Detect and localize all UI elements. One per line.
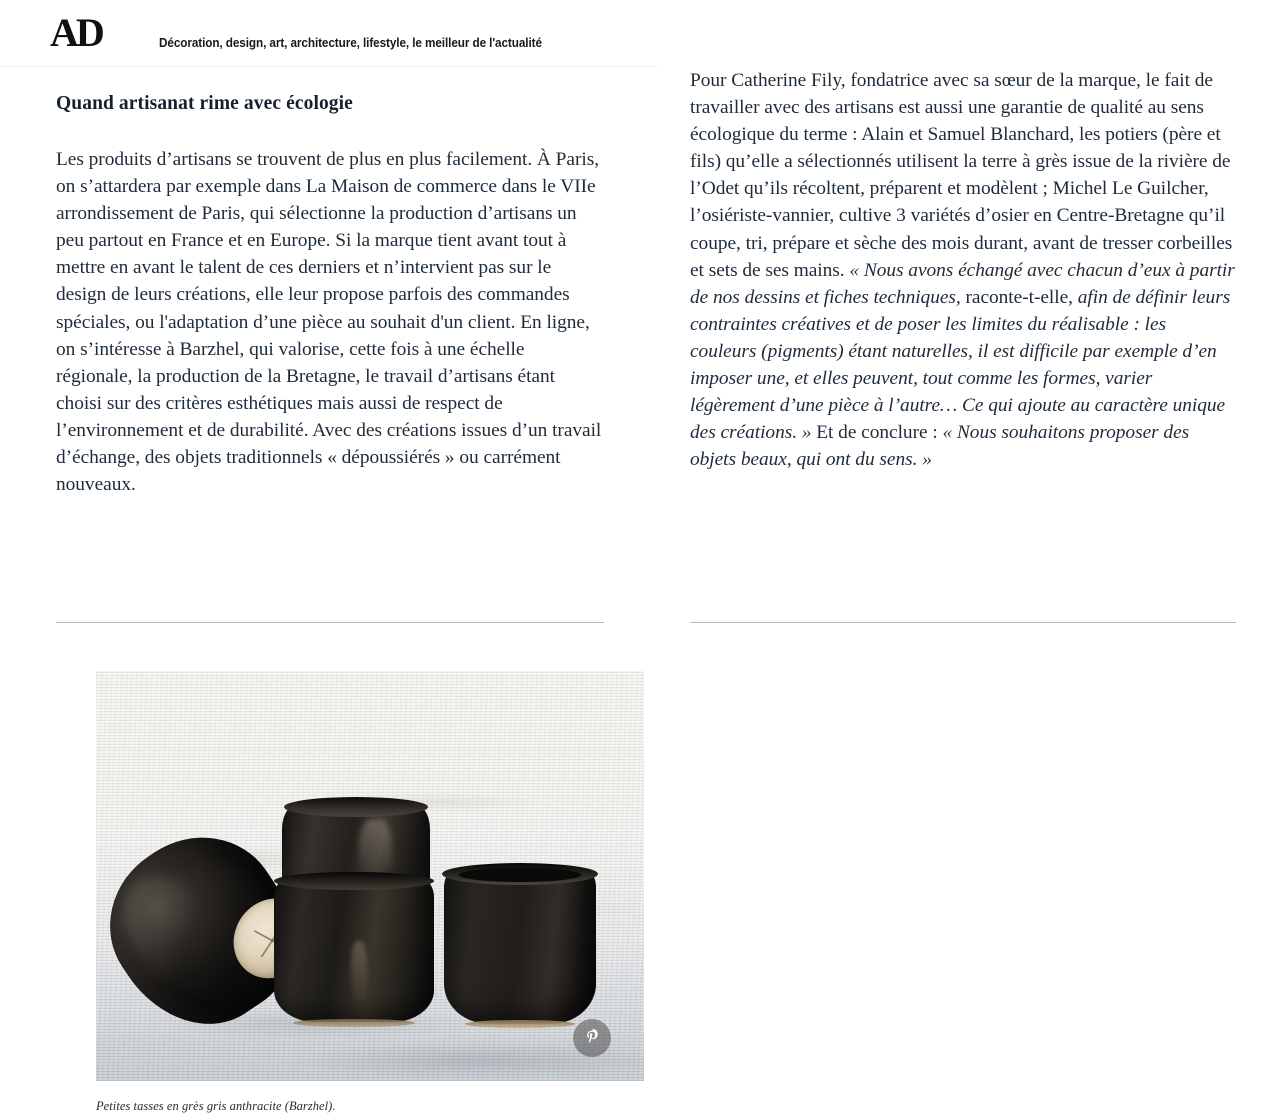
quote-attribution-two: Et de conclure : bbox=[811, 422, 943, 444]
section-heading: Quand artisanat rime avec écologie bbox=[56, 93, 353, 114]
quote-attribution-one: raconte-t-elle, bbox=[960, 286, 1078, 308]
cup-base bbox=[293, 1019, 415, 1027]
article-column-left bbox=[56, 67, 604, 498]
cup-base bbox=[465, 1020, 574, 1028]
ceramic-cup-right bbox=[444, 869, 596, 1024]
figure-photo[interactable] bbox=[96, 671, 644, 1081]
figure-caption: Petites tasses en grès gris anthracite (Barzhel). bbox=[96, 1099, 336, 1113]
site-header bbox=[0, 0, 1280, 67]
divider-left-column bbox=[56, 622, 604, 623]
article-column-right bbox=[690, 67, 1236, 473]
cup-rim bbox=[274, 872, 434, 890]
pinterest-save-button[interactable] bbox=[573, 1019, 611, 1057]
paragraph-lead-text: Pour Catherine Fily, fondatrice avec sa sœur de la marque, le fait de travailler avec des artisans est aussi une garantie de qualité au sens écologique du terme : Alain et Samuel Blanchard, les potiers (père et fils) qu’elle a sélectionnés utilisent la terre à grès issue de la rivière de l’Odet qu’ils récoltent, préparent et modèlent ; Michel Le Guilcher, l’osiériste-vannier, cultive 3 variétés d’osier en Centre-Bretagne qu’il coupe, tri, prépare et sèche des mois durant, avant de tresser corbeilles et sets de ses mains. bbox=[690, 70, 1233, 281]
site-tagline: Décoration, design, art, architecture, lifestyle, le meilleur de l'actualité bbox=[158, 36, 542, 50]
cup-body bbox=[444, 869, 596, 1024]
left-column-paragraph: Les produits d’artisans se trouvent de plus en plus facilement. À Paris, on s’attardera par exemple dans La Maison de commerce dans le VIIe arrondissement de Paris, qui sélectionne la production d’artisans un peu partout en France et en Europe. Si la marque tient avant tout à mettre en avant le talent de ces derniers et n’intervient pas sur le design de leurs créations, elle leur propose parfois des commandes spéciales, ou l'adaptation d’une pièce au souhait d'un client. En ligne, on s’intéresse à Barzhel, qui valorise, cette fois à une échelle régionale, la production de la Bretagne, le travail d’artisans étant choisi sur des critères esthétiques mais aussi de respect de l’environnement et de durabilité. Avec des créations issues d’un travail d’échange, des objets traditionnels « dépoussiérés » ou carrément nouveaux. bbox=[56, 149, 602, 496]
ad-wordmark-logo[interactable]: AD bbox=[50, 10, 102, 55]
divider-right-column bbox=[690, 622, 1236, 623]
cup-interior bbox=[459, 868, 581, 882]
pull-quote-part-three: « Nous souhaitons proposer des objets beaux, qui ont du sens. » bbox=[690, 422, 1190, 471]
ceramic-cup-middle bbox=[274, 877, 434, 1022]
pinterest-icon bbox=[582, 1028, 602, 1048]
pull-quote-part-two: afin de définir leurs contraintes créatives et de poser les limites du réalisable : les couleurs (pigments) étant naturelles, il est difficile par exemple d’en imposer une, et elles peuvent, tout comme les formes, varier légèrement d’une pièce à l’autre… Ce qui ajoute au caractère unique des créations. » bbox=[690, 286, 1231, 444]
article-figure bbox=[96, 671, 644, 1115]
pull-quote-part-one: « Nous avons échangé avec chacun d’eux à partir de nos dessins et fiches techniques, bbox=[690, 259, 1235, 308]
right-column-paragraph bbox=[690, 67, 1236, 473]
cup-rim bbox=[284, 797, 428, 817]
cup-glaze-drip bbox=[351, 941, 367, 1002]
header-inner bbox=[0, 0, 1280, 67]
